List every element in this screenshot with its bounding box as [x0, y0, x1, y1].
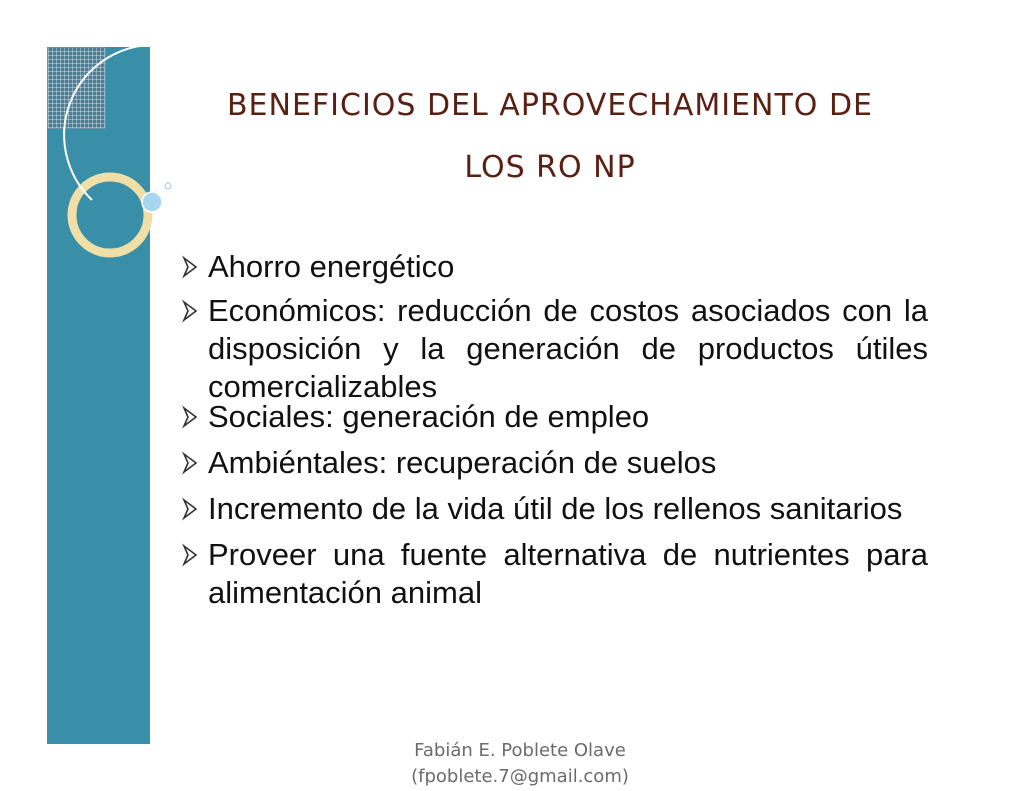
arrow-bullet-icon [182, 544, 198, 566]
arrow-bullet-icon [182, 256, 198, 278]
bullet-list [180, 248, 928, 612]
bullet-item [180, 490, 928, 528]
slide-title-line1: BENEFICIOS DEL APROVECHAMIENTO DE [226, 88, 874, 123]
bullet-text: Ahorro energético [208, 249, 455, 284]
bullet-text: Sociales: generación de empleo [208, 399, 650, 434]
bullet-item [180, 536, 928, 612]
bullet-text: Económicos: reducción de costos asociados con la disposición y la generación de productos útiles comercializables [208, 293, 928, 404]
arrow-bullet-icon [182, 406, 198, 428]
bullet-item [180, 398, 928, 436]
bullet-item [180, 292, 928, 404]
bullet-text: Ambiéntales: recuperación de suelos [208, 445, 717, 480]
bubble-large [142, 192, 162, 212]
gold-ring [72, 177, 148, 253]
footer-author: Fabián E. Poblete Olave [414, 740, 626, 761]
bullet-text: Proveer una fuente alternativa de nutrientes para alimentación animal [208, 537, 928, 610]
arrow-bullet-icon [182, 452, 198, 474]
arrow-bullet-icon [182, 498, 198, 520]
footer-email: (fpoblete.7@gmail.com) [411, 766, 629, 787]
bullet-text: Incremento de la vida útil de los rellenos sanitarios [208, 491, 903, 526]
bullet-item [180, 248, 928, 286]
arrow-bullet-icon [182, 300, 198, 322]
bullet-item [180, 444, 928, 482]
slide-title-line2: LOS RO NP [464, 150, 636, 185]
